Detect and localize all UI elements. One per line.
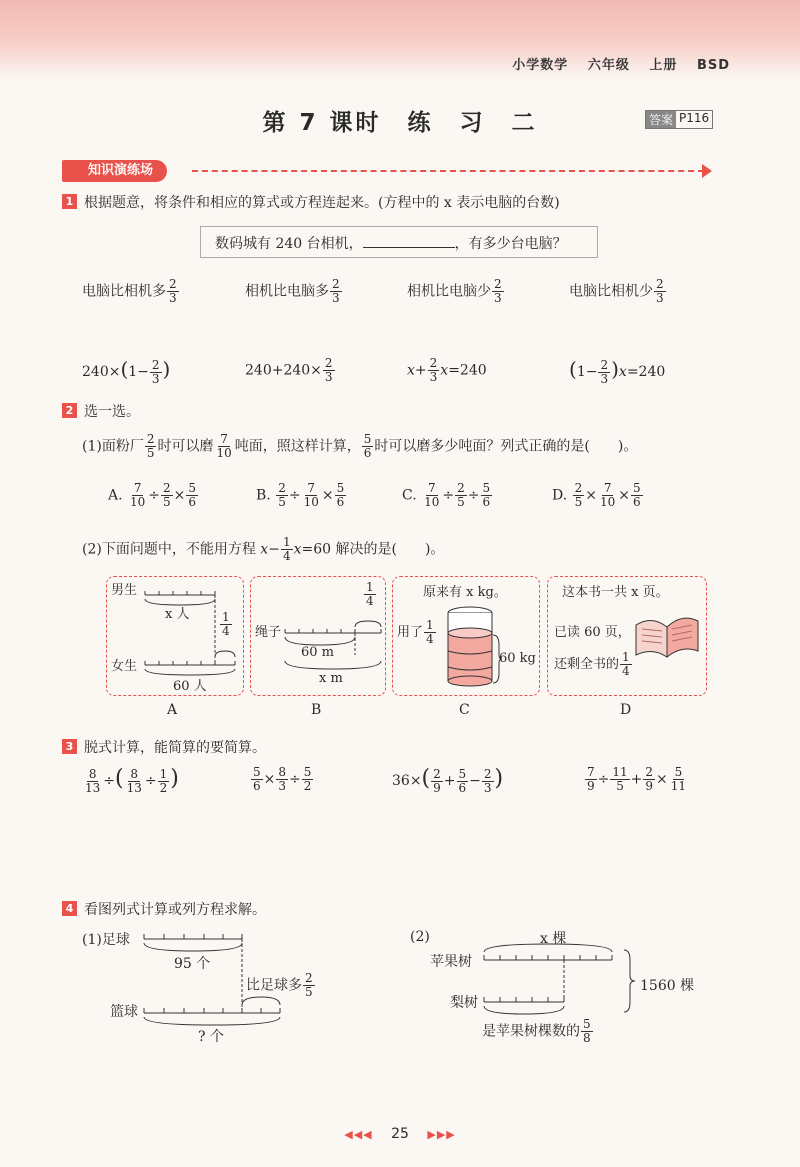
edition: BSD [696,58,730,73]
fraction-one-fourth: $\frac{1}{4}$ [222,610,230,638]
option-b[interactable]: B. $\frac{2}{5}$ ÷ $\frac{7}{10}$ × $\frac{5}{6}$ [256,481,345,509]
option-a[interactable]: A. $\frac{7}{10}$ ÷ $\frac{2}{5}$ × $\frac{5}{6}$ [108,481,197,509]
question-number-3: 3 [62,739,77,754]
section-title: 知识演练场 [62,160,167,182]
expression-4[interactable]: (1− $\frac{2}{3}$ )x=240 [569,357,666,386]
q4-prompt: 看图列式计算或列方程求解。 [84,902,266,918]
panel-a[interactable] [106,576,244,696]
condition-2[interactable]: 相机比电脑多 $\frac{2}{3}$ [245,277,340,305]
prev-arrows-icon: ◀◀◀ [344,1128,373,1141]
page-title: 第 7 课时 练 习 二 [262,110,538,136]
option-d[interactable]: D. $\frac{2}{5}$ × $\frac{7}{10}$ × $\frac{5}{6}$ [552,481,641,509]
more-than-football: 比足球多 $\frac{2}{5}$ [246,971,313,999]
condition-3[interactable]: 相机比电脑少 $\frac{2}{3}$ [407,277,502,305]
book-info [498,54,730,73]
calc-4[interactable]: $\frac{7}{9}$ ÷ $\frac{11}{5}$ + $\frac{2}{9}$ × $\frac{5}{11}$ [587,765,687,793]
next-arrows-icon: ▶▶▶ [427,1128,456,1141]
calc-2[interactable]: $\frac{5}{6}$ × $\frac{8}{3}$ ÷ $\frac{5}{2}$ [253,765,312,793]
q4-part2-label: (2) [410,929,430,945]
condition-4[interactable]: 电脑比相机少 $\frac{2}{3}$ [569,277,664,305]
q1-prompt: 根据题意，将条件和相应的算式或方程连起来。(方程中的 x 表示电脑的台数) [84,195,560,211]
calc-3[interactable]: 36×( $\frac{2}{9}$ + $\frac{5}{6}$ − $\frac{2}{3}$ ) [392,766,504,795]
total-trees: 1560 棵 [640,978,695,994]
q1-box-text-b: ，有多少台电脑？ [454,236,567,252]
answer-reference [645,110,713,129]
remaining-fraction: 还剩全书的 $\frac{1}{4}$ [554,650,630,678]
apple-tree-label: 苹果树 [430,954,472,970]
page-number: 25 [391,1126,409,1142]
panel-label-d: D [620,702,632,718]
q4-part2-diagram [470,940,640,1020]
rope-xm: x m [319,671,343,686]
pear-tree-label: 梨树 [450,995,478,1011]
question-number-1: 1 [62,194,77,209]
original-amount: 原来有 x kg。 [423,585,507,600]
section-banner [62,160,712,184]
arrow-right-icon [702,164,712,178]
basketball-label: 篮球 [110,1004,138,1020]
calc-1[interactable]: $\frac{8}{13}$ ÷( $\frac{8}{13}$ ÷ $\frac{1}{2}$ ) [85,766,179,795]
grade: 六年级 [587,58,630,73]
q2-part1-text: (1)面粉厂 $\frac{2}{5}$ 时可以磨 $\frac{7}{10}$ 吨面，照这样计算， $\frac{5}{6}$ 时可以磨多少吨面？列式正确的是( )。 [82,432,638,460]
panel-c[interactable] [392,576,540,696]
answer-page: P116 [679,111,710,125]
question-number-2: 2 [62,403,77,418]
fraction-one-fourth-b: $\frac{1}{4}$ [366,580,374,608]
panel-d[interactable] [547,576,707,696]
q3-prompt: 脱式计算，能简算的要简算。 [84,740,266,756]
panel-label-b: B [311,702,322,718]
section-divider [192,170,704,172]
book-total: 这本书一共 x 页。 [562,585,669,600]
pear-fraction: 是苹果树棵数的 $\frac{5}{8}$ [482,1017,591,1045]
q2-prompt: 选一选。 [84,404,140,420]
read-pages: 已读 60 页， [554,625,631,640]
rope-label: 绳子 [255,625,282,640]
panel-label-a: A [167,702,178,718]
subject: 小学数学 [512,58,569,73]
football-count: 95 个 [174,956,211,972]
basketball-count: ? 个 [198,1029,224,1045]
q4-football-label: (1)足球 [82,932,130,948]
q1-blank[interactable] [363,247,455,248]
q1-box-text-a: 数码城有 240 台相机， [215,236,363,252]
page-footer [0,1126,800,1142]
expression-1[interactable]: 240×(1− $\frac{2}{3}$ ) [82,357,171,386]
open-book-icon [632,611,702,661]
rope-60m: 60 m [301,645,335,660]
panel-label-c: C [459,702,470,718]
used-label: 用了 $\frac{1}{4}$ [397,618,434,646]
girls-label: 女生 [111,659,138,674]
remaining-60kg: 60 kg [499,651,536,666]
option-c[interactable]: C. $\frac{7}{10}$ ÷ $\frac{2}{5}$ ÷ $\frac{5}{6}$ [402,481,491,509]
expression-2[interactable]: 240+240× $\frac{2}{3}$ [245,356,333,384]
condition-1[interactable]: 电脑比相机多 $\frac{2}{3}$ [82,277,177,305]
q1-problem-box [200,226,598,258]
boys-label: 男生 [111,583,138,598]
expression-3[interactable]: x+ $\frac{2}{3}$ x=240 [407,356,487,384]
question-number-4: 4 [62,901,77,916]
boys-count: x 人 [165,607,190,622]
answer-label: 答案 [646,111,676,128]
girls-count: 60 人 [173,679,207,694]
q2-part2-text: (2)下面问题中，不能用方程 x− $\frac{1}{4}$ x=60 解决的是( )。 [82,535,445,563]
volume: 上册 [649,58,678,73]
apple-trees-x: x 棵 [540,931,567,947]
panel-b[interactable] [250,576,386,696]
